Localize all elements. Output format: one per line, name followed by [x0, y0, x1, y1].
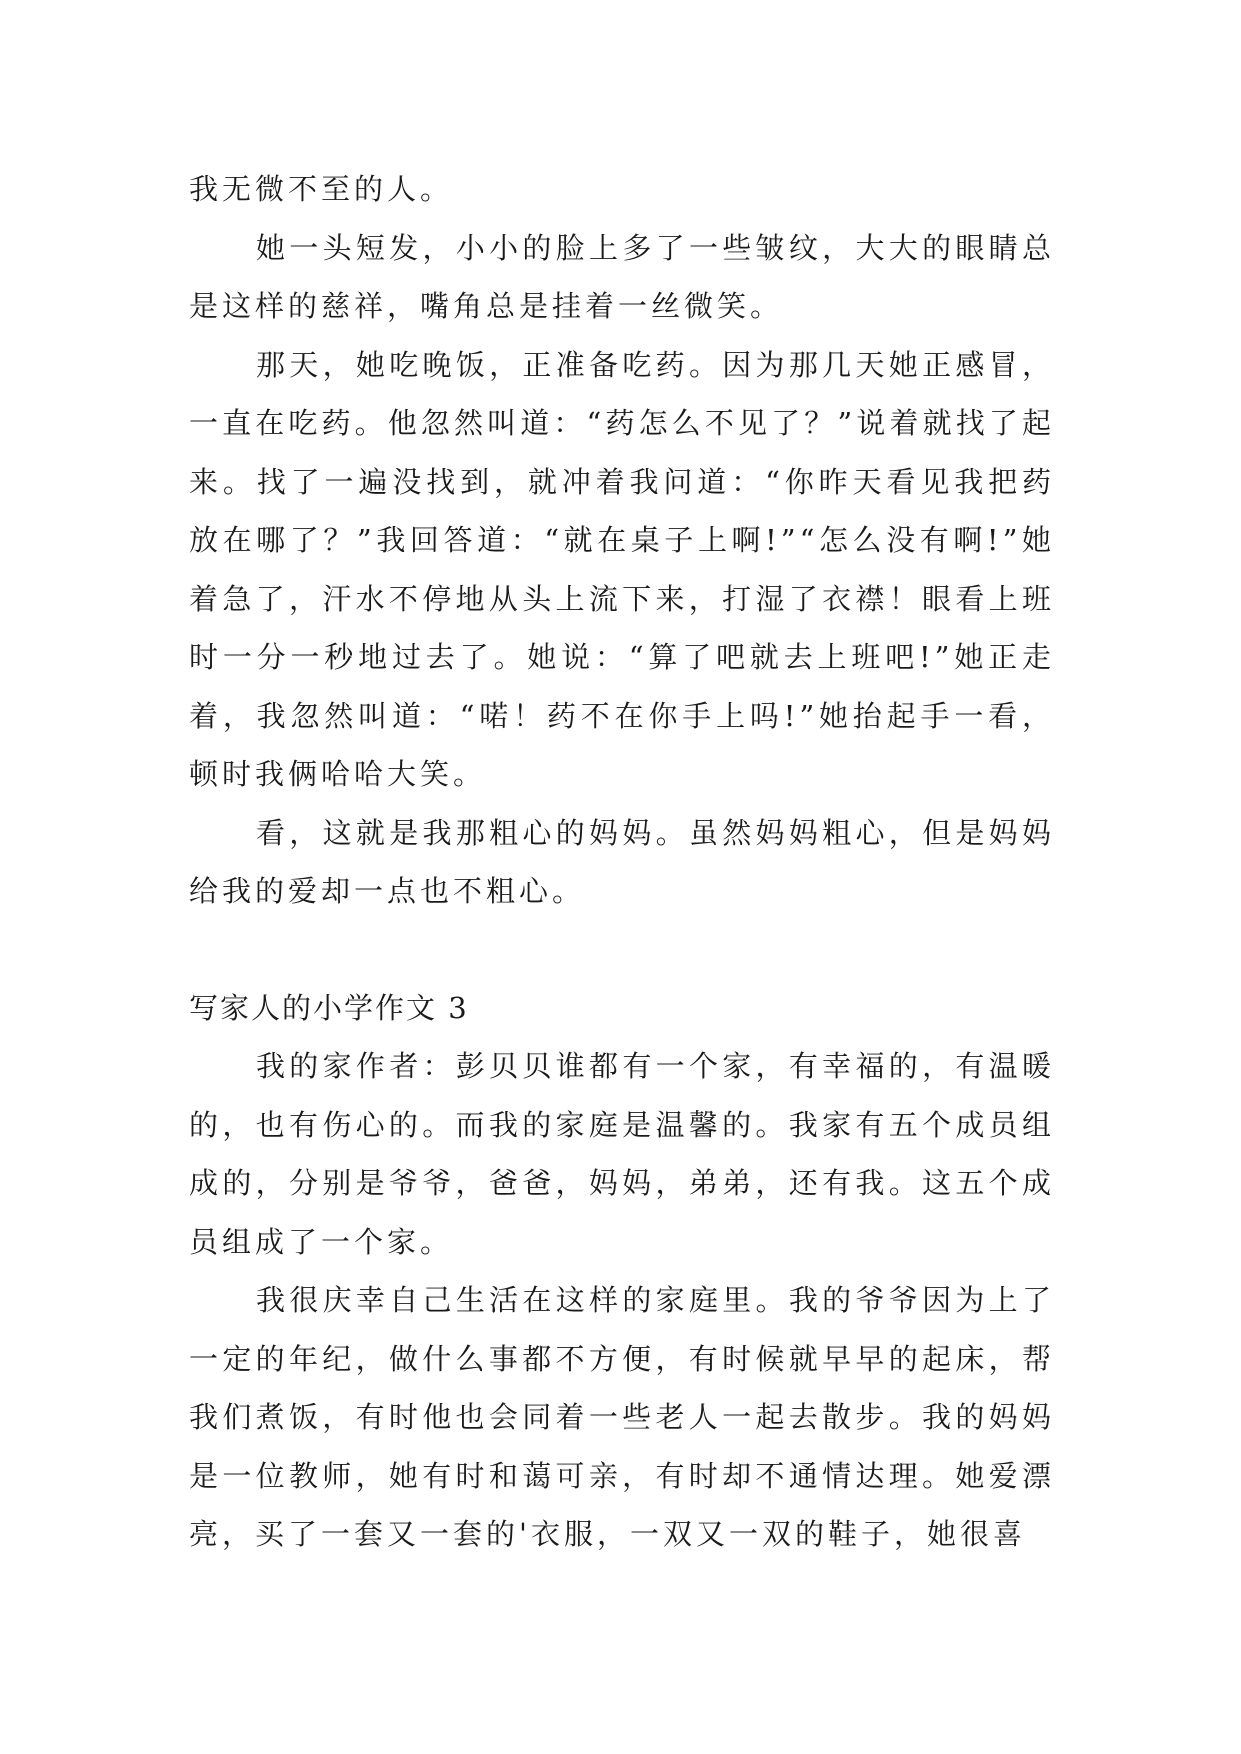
paragraph-medicine-story: 那天，她吃晚饭，正准备吃药。因为那几天她正感冒，一直在吃药。他忽然叫道：“药怎么不见了？”说着就找了起来。找了一遍没找到，就冲着我问道：“你昨天看见我把药放在哪了？”我回答道：“就在桌子上啊!”“怎么没有啊!”她着急了，汗水不停地从头上流下来，打湿了衣襟！眼看上班时一分一秒地过去了。她说：“算了吧就去上班吧!”她正走着，我忽然叫道：“喏！药不在你手上吗!”她抬起手一看，顿时我俩哈哈大笑。 [189, 347, 1055, 791]
paragraph-conclusion: 看，这就是我那粗心的妈妈。虽然妈妈粗心，但是妈妈给我的爱却一点也不粗心。 [189, 815, 1055, 908]
paragraph-appearance: 她一头短发，小小的脸上多了一些皱纹，大大的眼睛总是这样的慈祥，嘴角总是挂着一丝微笑。 [189, 230, 1055, 323]
paragraph-family-members: 我很庆幸自己生活在这样的家庭里。我的爷爷因为上了一定的年纪，做什么事都不方便，有时候就早早的起床，帮我们煮饭，有时他也会同着一些老人一起去散步。我的妈妈是一位教师，她有时和蔼可亲，有时却不通情达理。她爱漂亮，买了一套又一套的'衣服，一双又一双的鞋子，她很喜 [189, 1283, 1055, 1551]
section-title: 写家人的小学作文 3 [189, 990, 469, 1025]
document-body [189, 160, 1055, 1564]
paragraph-family-intro: 我的家作者：彭贝贝谁都有一个家，有幸福的，有温暖的，也有伤心的。而我的家庭是温馨的。我家有五个成员组成的，分别是爷爷，爸爸，妈妈，弟弟，还有我。这五个成员组成了一个家。 [189, 1049, 1055, 1259]
section-spacer [189, 921, 1055, 979]
paragraph-continuation: 我无微不至的人。 [189, 172, 454, 206]
